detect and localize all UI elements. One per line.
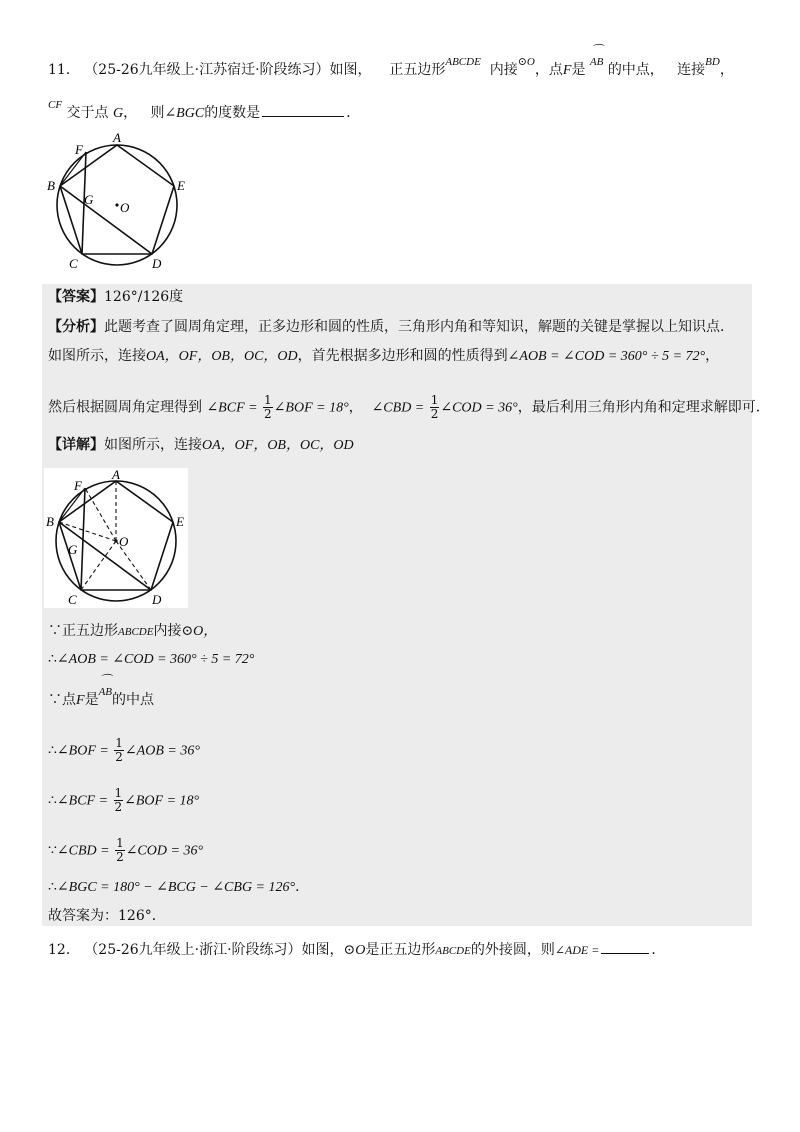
frac-denominator: 2 [430, 407, 439, 421]
q11-source: （25-26九年级上·江苏宿迁·阶段练习）如图， [84, 62, 372, 78]
frac-denominator: 2 [115, 750, 123, 764]
q11-text: 交于点 [66, 105, 109, 121]
label-b: B [47, 178, 55, 193]
because-symbol: ∵ [48, 842, 57, 859]
q11-text: 连接 [677, 62, 706, 78]
center-dot [115, 203, 118, 206]
label-c: C [68, 592, 77, 607]
dashed-radii [59, 481, 151, 590]
label-b: B [46, 514, 54, 529]
segment-bd [60, 186, 152, 254]
analysis-text: ，最后利用三角形内角和定理求解即可． [517, 399, 770, 416]
analysis-formula: ∠BCF = [206, 400, 258, 416]
q12-angle: ∠ADE = [554, 943, 600, 957]
analysis-formula: ∠BOF = 18° [273, 400, 349, 416]
q12-text: 是正五边形 [365, 942, 436, 958]
step-math: ⊙O， [181, 624, 218, 639]
step-text: 内接 [153, 623, 182, 639]
therefore-symbol: ∴ [48, 742, 57, 759]
label-c: C [69, 256, 78, 270]
q12-source: （25-26九年级上·浙江·阶段练习）如图， [84, 942, 344, 958]
q11-point-g: G [112, 106, 124, 121]
step-arc-label: AB [98, 686, 113, 698]
step-math: ∠COD = 36° [125, 843, 204, 859]
therefore-symbol: ∴ [48, 879, 57, 895]
analysis-text: 如图所示，连接 [48, 348, 146, 364]
q11-arc: ⌒ AB [589, 43, 604, 68]
figure-1 [44, 130, 194, 270]
analysis-text: ， [348, 399, 363, 416]
answer-value: 126°/126度 [104, 289, 184, 305]
label-d: D [152, 256, 162, 270]
analysis-tag: 【分析】 [48, 319, 104, 335]
therefore-symbol: ∴ [48, 792, 57, 809]
step-math: ∠CBD = [56, 843, 110, 859]
center-dot [114, 539, 117, 542]
figure-2 [44, 468, 188, 608]
label-e: E [177, 178, 185, 193]
detail-segments: OA，OF，OB，OC，OD [202, 438, 354, 453]
q11-text: ， [719, 62, 734, 78]
answer-line [48, 287, 183, 307]
frac-denominator: 2 [264, 407, 272, 421]
q11-pentagon-name: ABCDE [445, 56, 481, 68]
step-3 [48, 673, 155, 711]
q11-answer-blank [262, 102, 344, 117]
q11-circle: ⊙O [517, 56, 535, 68]
step-math: ∠BOF = 18° [124, 793, 200, 809]
frac-numerator: 1 [264, 393, 272, 407]
q11-number: 11． [48, 62, 80, 78]
q12-circle: ⊙O [343, 943, 366, 958]
q11-point-f: F [562, 63, 572, 78]
final-text: 故答案为： [48, 908, 118, 924]
analysis-formula: ∠AOB = ∠COD = 360° ÷ 5 = 72° [507, 349, 706, 364]
q11-text: 则 [150, 105, 165, 121]
q12-line [48, 939, 665, 961]
label-f: F [75, 142, 83, 157]
step-math: ∠BGC = 180° − ∠BCG − ∠CBG = 126° [56, 880, 296, 895]
q11-bd: BD [705, 56, 720, 68]
q11-cf: CF [48, 99, 63, 111]
label-g: G [84, 192, 94, 207]
q12-text: 的外接圆，则 [470, 942, 555, 958]
fraction-half [430, 394, 440, 421]
label-o: O [119, 534, 129, 549]
step-1 [48, 621, 217, 642]
analysis-text: ， [705, 348, 720, 364]
step-math: ∠AOB = ∠COD = 360° ÷ 5 = 72° [56, 652, 255, 667]
analysis-segments: OA，OF，OB，OC，OD [146, 349, 298, 364]
label-o: O [120, 200, 130, 215]
fraction-half [263, 394, 273, 421]
q12-pentagon-name: ABCDE [435, 945, 471, 957]
q11-text: 内接 [489, 62, 518, 78]
because-symbol: ∵ [48, 623, 62, 639]
q12-number: 12． [48, 942, 80, 958]
step-6 [48, 837, 203, 864]
step-arc: ⌒ AB [98, 673, 113, 698]
fraction-half [114, 787, 124, 814]
label-f: F [74, 478, 82, 493]
q11-text: 的度数是 [204, 105, 261, 121]
detail-tag: 【详解】 [48, 437, 104, 453]
q11-line2 [48, 99, 361, 124]
step-text: 点 [62, 692, 76, 708]
q11-text: ， [123, 105, 138, 121]
analysis-text: 此题考查了圆周角定理，正多边形和圆的性质，三角形内角和等知识，解题的关键是掌握以上知识点． [104, 319, 734, 335]
step-text: ． [295, 879, 310, 895]
label-a: A [112, 468, 120, 482]
frac-numerator: 1 [430, 393, 439, 407]
analysis-line2 [48, 346, 719, 367]
segment-fb [60, 152, 86, 186]
fraction-half [115, 837, 125, 864]
step-text: 正五边形 [62, 623, 118, 639]
fraction-half [114, 737, 124, 764]
q11-angle: ∠BGC [164, 106, 205, 121]
q12-answer-blank [601, 939, 649, 954]
analysis-line3 [48, 394, 770, 421]
step-math: ∠BOF = [56, 743, 109, 759]
frac-denominator: 2 [116, 850, 124, 864]
frac-numerator: 1 [114, 786, 123, 800]
q11-arc-label: AB [589, 56, 604, 68]
step-math: ∠AOB = 36° [124, 743, 200, 759]
step-5 [48, 787, 199, 814]
step-math: ABCDE [118, 626, 154, 638]
figure-2-diagram [44, 468, 188, 608]
final-text: ． [151, 908, 166, 924]
analysis-formula: ∠COD = 36° [440, 400, 518, 416]
analysis-formula: ∠CBD = [371, 400, 425, 416]
frac-denominator: 2 [114, 800, 123, 814]
analysis-line1 [48, 317, 734, 337]
q11-text: 正五边形 [389, 62, 446, 78]
frac-numerator: 1 [115, 736, 123, 750]
step-math: F [76, 693, 85, 708]
analysis-text: 然后根据圆周角定理得到 [48, 399, 202, 416]
figure-1-diagram [44, 130, 194, 270]
therefore-symbol: ∴ [48, 651, 57, 667]
q11-text: 的中点， [607, 62, 664, 78]
q12-text: ． [651, 942, 666, 958]
label-e: E [176, 514, 184, 529]
final-value: 126° [118, 908, 152, 924]
because-symbol: ∵ [48, 692, 62, 708]
step-7 [48, 877, 309, 898]
step-text: 是 [84, 692, 99, 708]
q11-text: ． [346, 105, 361, 121]
analysis-text: ，首先根据多边形和圆的性质得到 [297, 348, 508, 364]
final-answer [48, 906, 166, 926]
step-4 [48, 737, 200, 764]
q11-text: ，点 [534, 62, 563, 78]
step-math: ∠BCF = [56, 793, 109, 809]
detail-line [48, 435, 354, 456]
step-2 [48, 649, 254, 670]
frac-numerator: 1 [116, 836, 124, 850]
detail-text: 如图所示，连接 [104, 437, 202, 453]
answer-tag: 【答案】 [48, 289, 104, 305]
q11-text: 是 [571, 62, 586, 78]
q11-line1 [48, 43, 734, 81]
segment-fb [59, 488, 85, 522]
step-text: 的中点 [112, 692, 155, 708]
label-a: A [113, 130, 121, 145]
label-g: G [68, 542, 78, 557]
label-d: D [152, 592, 162, 607]
